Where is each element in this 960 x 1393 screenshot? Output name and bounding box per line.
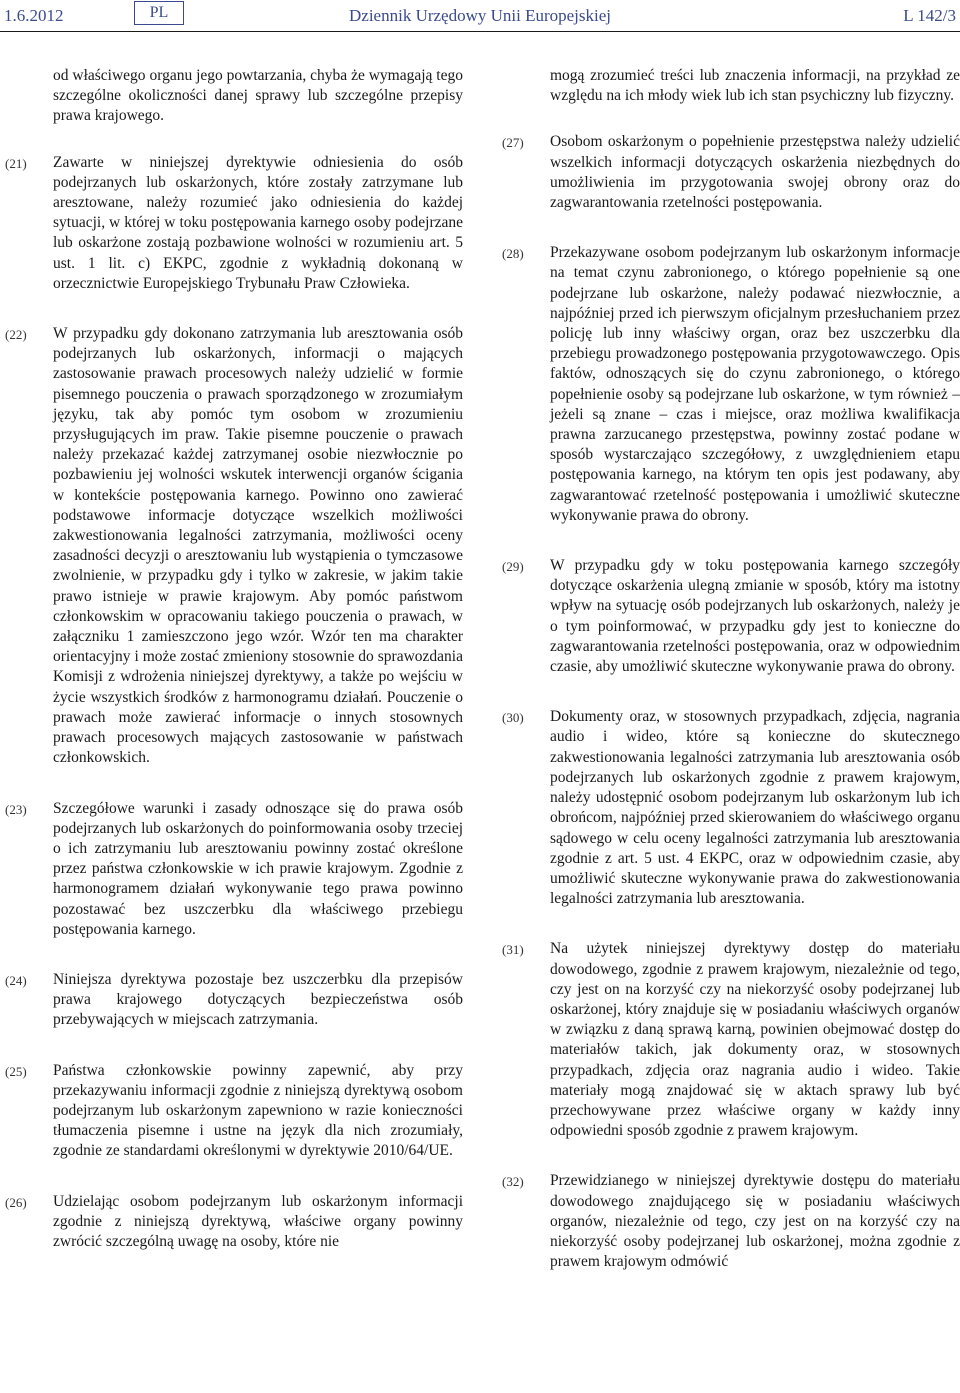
recital-number: (29) <box>502 559 524 575</box>
recital-number: (21) <box>5 155 27 171</box>
recital-number: (31) <box>502 942 524 958</box>
journal-title: Dziennik Urzędowy Unii Europejskiej <box>349 6 612 25</box>
recital-number: (24) <box>5 972 27 988</box>
recital-28 <box>502 243 960 526</box>
continuation-text: mogą zrozumieć treści lub znaczenia informacji, na przykład ze względu na ich młody wiek lub ich stan psychiczny lub fizyczny. <box>550 67 960 105</box>
recital-22 <box>5 324 463 768</box>
recital-text: Na użytek niniejszej dyrektywy dostęp do materiału dowodowego, zgodnie z prawem krajowym, niezależnie od tego, czy jest on na korzyść czy na niekorzyść osoby podejrzanej lub oskarżonej, który znajduje się w posiadaniu właściwych organów w związku z daną sprawą karną, powinien obejmować dostęp do materiałów takich, jak dokumenty oraz, w stosownych przypadkach, zdjęcia oraz nagrania audio i wideo. Takie materiały mogą znajdować się w aktach sprawy lub być przechowywane przez właściwe organy w każdy inny odpowiedni sposób zgodnie z prawem krajowym. <box>550 940 960 1140</box>
recital-text: Dokumenty oraz, w stosownych przypadkach, zdjęcia, nagrania audio i wideo, które są konieczne do skutecznego zakwestionowania legalności zatrzymania lub aresztowania osób podejrzanych lub oskarżonych zgodnie z prawem krajowym, należy udostępnić osobom podejrzanym lub oskarżonym lub ich obrońcom, najpóźniej przed skierowaniem do właściwego organu sądowego w celu oceny legalności zatrzymania lub aresztowania zgodnie z art. 5 ust. 4 EKPC, oraz w odpowiednim czasie, aby umożliwić skuteczne wykonywanie prawa do zakwestionowania legalności zatrzymania lub aresztowania. <box>550 708 960 908</box>
recital-text: Przewidzianego w niniejszej dyrektywie dostępu do materiału dowodowego znajdującego się w posiadaniu właściwych organów, niezależnie od tego, czy jest on na korzyść czy na niekorzyść osoby podejrzanej lub oskarżonej, można zgodnie z prawem krajowym odmówić <box>550 1172 960 1271</box>
page-reference: L 142/3 <box>903 6 956 25</box>
recital-text: Państwa członkowskie powinny zapewnić, aby przy przekazywaniu informacji zgodnie z niniejszą dyrektywą osobom podejrzanym lub oskarżonym zapewniono w razie konieczności tłumaczenia pisemne i ustne na język dla nich zrozumiały, zgodnie ze standardami określonymi w dyrektywie 2010/64/UE. <box>53 1061 463 1160</box>
recital-24 <box>5 970 463 1031</box>
recital-text: W przypadku gdy dokonano zatrzymania lub aresztowania osób podejrzanych lub oskarżonych, informacji o mających zastosowanie prawach procesowych należy udzielić w formie pisemnego pouczenia o prawach sporządzonego w zrozumiałym języku, tak aby pomóc tym osobom w zrozumieniu przysługujących im praw. Takie pisemne pouczenie o prawach należy przekazać każdej zatrzymanej osobie niezwłocznie po pozbawieniu jej wolności wskutek interwencji organów ścigania w kontekście postępowania karnego. Powinno ono zawierać podstawowe informacje dotyczące wszelkich możliwości zakwestionowania legalności zatrzymania, możliwości oceny zasadności decyzji o aresztowaniu lub wystąpienia o tymczasowe zwolnienie, w przypadku gdy i tylko w zakresie, w jakim takie prawo istnieje w prawie krajowym. Aby pomóc państwom członkowskim w opracowaniu takiego pouczenia o prawach, w załączniku 1 zamieszczono jego wzór. Wzór ten ma charakter orientacyjny i może zostać zmieniony stosownie do sprawozdania Komisji z wdrożenia niniejszej dyrektywy, a także po wejściu w życie wszystkich środków z harmonogramu działań. Pouczenie o prawach może zawierać informacje o innych stosownych prawach procesowych mających zastosowanie w państwach członkowskich. <box>53 325 463 767</box>
recital-32 <box>502 1171 960 1272</box>
recital-number: (27) <box>502 135 524 151</box>
recital-number: (26) <box>5 1194 27 1210</box>
recital-27 <box>502 132 960 213</box>
header-rule <box>0 31 960 32</box>
recital-number: (23) <box>5 801 27 817</box>
recital-text: Zawarte w niniejszej dyrektywie odniesienia do osób podejrzanych lub oskarżonych, które zostały zatrzymane lub aresztowane, należy rozumieć jako odniesienia do każdej sytuacji, w której w toku postępowania karnego osoby podejrzane lub oskarżone zostają pozbawione wolności w rozumieniu art. 5 ust. 1 lit. c) EKPC, zgodnie z wykładnią dokonaną w orzecznictwie Europejskiego Trybunału Praw Człowieka. <box>53 153 463 292</box>
page-header <box>0 0 960 36</box>
recital-number: (22) <box>5 327 27 343</box>
recital-number: (30) <box>502 710 524 726</box>
recital-25 <box>5 1061 463 1162</box>
recital-26 <box>5 1192 463 1253</box>
language-badge: PL <box>134 1 184 25</box>
publication-date: 1.6.2012 <box>4 6 64 25</box>
recital-text: Przekazywane osobom podejrzanym lub oskarżonym informacje na temat czynu zabronionego, o którego popełnienie są one podejrzane lub oskarżone, należy podawać niezwłocznie, a najpóźniej przed ich pierwszym oficjalnym przesłuchaniem przez policję lub inny właściwy organ, oraz bez uszczerbku dla przebiegu prowadzonego postępowania przygotowawczego. Opis faktów, odnoszących się do czynu zabronionego, o którego popełnienie osoby są podejrzane lub oskarżone, w tym również – jeżeli są znane – czas i miejsce, oraz możliwa kwalifikacja prawna zarzucanego przestępstwa, powinny zostać podane w sposób wystarczająco szczegółowy, z uwzględnieniem etapu postępowania karnego, na którym ten opis jest podawany, aby zagwarantować rzetelność postępowania i umożliwić skuteczne wykonywanie prawa do obrony. <box>550 244 960 524</box>
recital-number: (25) <box>5 1063 27 1079</box>
recital-text: Niniejsza dyrektywa pozostaje bez uszczerbku dla przepisów prawa krajowego dotyczących bezpieczeństwa osób przebywających w miejscach zatrzymania. <box>53 970 463 1029</box>
recital-text: Szczegółowe warunki i zasady odnoszące się do prawa osób podejrzanych lub oskarżonych do poinformowania osoby trzeciej o ich zatrzymaniu lub aresztowaniu powinny zostać określone przez państwa członkowskie w ich prawie krajowym. Zgodnie z harmonogramem działań wykonywanie tego prawa powinno pozostawać bez uszczerbku dla właściwego przebiegu postępowania karnego. <box>53 799 463 938</box>
recital-23 <box>5 799 463 940</box>
recital-29 <box>502 556 960 677</box>
recital-text: W przypadku gdy w toku postępowania karnego szczegóły dotyczące oskarżenia ulegną zmianie w sposób, który ma istotny wpływ na sytuację osób podejrzanych lub oskarżonych, należy je o tym poinformować, w przypadku gdy jest to konieczne do zagwarantowania rzetelności postępowania, oraz w odpowiednim czasie, aby umożliwić skuteczne wykonywanie prawa do obrony. <box>550 557 960 676</box>
recital-31 <box>502 939 960 1141</box>
right-column <box>502 66 960 1302</box>
left-column <box>5 66 463 1282</box>
recital-text: Osobom oskarżonym o popełnienie przestępstwa należy udzielić wszelkich informacji dotyczących oskarżenia niezbędnych do umożliwienia im przygotowania swojej obrony oraz do zagwarantowania rzetelności postępowania. <box>550 133 960 212</box>
recital-number: (32) <box>502 1174 524 1190</box>
recital-number: (28) <box>502 246 524 262</box>
recital-30 <box>502 707 960 909</box>
recital-21 <box>5 153 463 294</box>
continuation-text: od właściwego organu jego powtarzania, chyba że wymagają tego szczególne okoliczności danej sprawy lub szczególne przepisy prawa krajowego. <box>53 67 463 125</box>
recital-text: Udzielając osobom podejrzanym lub oskarżonym informacji zgodnie z niniejszą dyrektywą, właściwe organy powinny zwrócić szczególną uwagę na osoby, które nie <box>53 1192 463 1250</box>
